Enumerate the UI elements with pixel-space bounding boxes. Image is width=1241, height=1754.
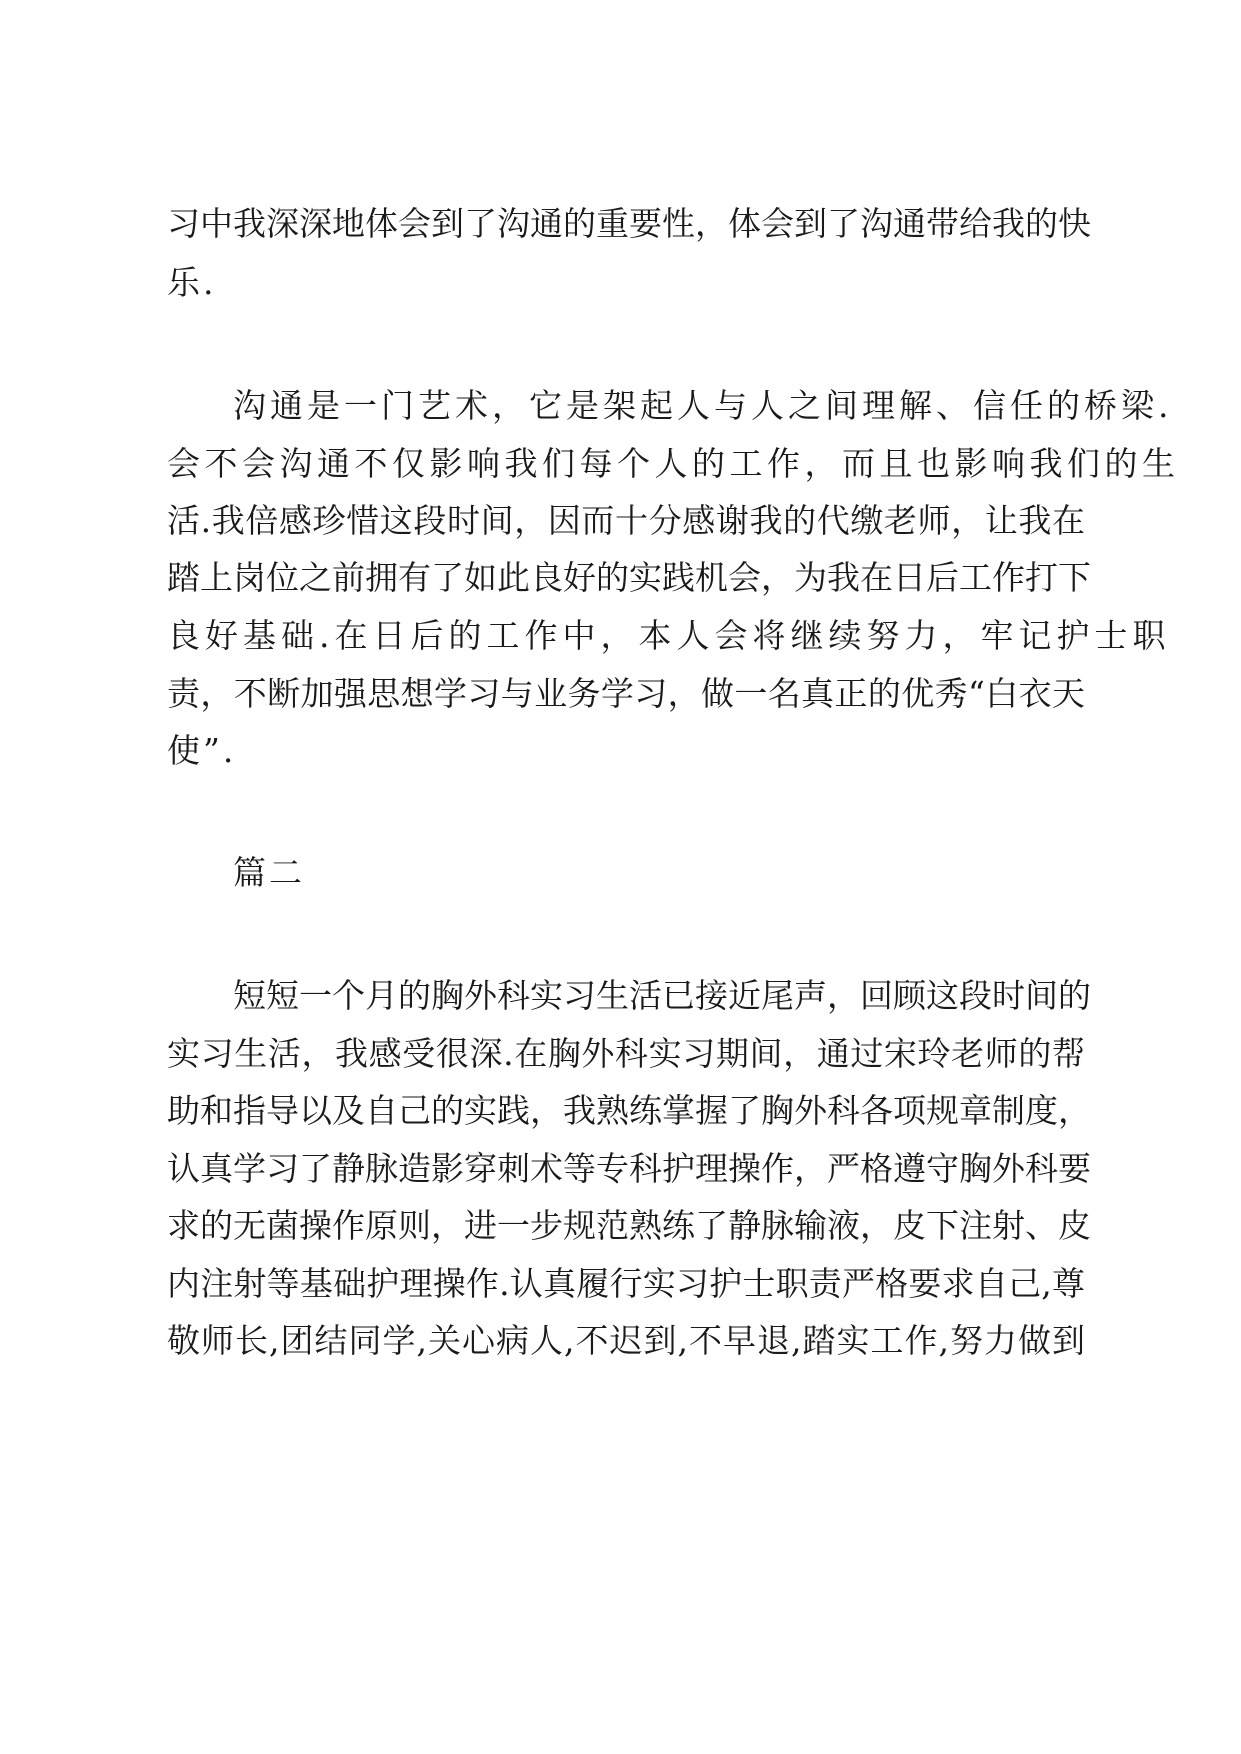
paragraph-line: 短短一个月的胸外科实习生活已接近尾声，回顾这段时间的: [233, 976, 1091, 1015]
paragraph-line: 实习生活，我感受很深.在胸外科实习期间，通过宋玲老师的帮: [167, 1034, 1085, 1073]
paragraph-line: 认真学习了静脉造影穿刺术等专科护理操作，严格遵守胸外科要: [167, 1149, 1091, 1188]
paragraph-line: 习中我深深地体会到了沟通的重要性，体会到了沟通带给我的快: [167, 204, 1091, 243]
paragraph-line: 内注射等基础护理操作.认真履行实习护士职责严格要求自己,尊: [167, 1264, 1085, 1303]
paragraph-line: 踏上岗位之前拥有了如此良好的实践机会，为我在日后工作打下: [167, 558, 1091, 597]
paragraph-line: 助和指导以及自己的实践，我熟练掌握了胸外科各项规章制度，: [167, 1091, 1091, 1130]
paragraph-line: 良好基础.在日后的工作中，本人会将继续努力，牢记护士职: [167, 616, 1171, 655]
paragraph-line: 敬师长,团结同学,关心病人,不迟到,不早退,踏实工作,努力做到: [167, 1321, 1085, 1360]
paragraph-line: 会不会沟通不仅影响我们每个人的工作，而且也影响我们的生: [167, 444, 1180, 483]
paragraph-line: 沟通是一门艺术，它是架起人与人之间理解、信任的桥梁.: [233, 386, 1173, 425]
section-heading: 篇二: [233, 853, 305, 892]
paragraph-line: 求的无菌操作原则，进一步规范熟练了静脉输液，皮下注射、皮: [167, 1206, 1091, 1245]
paragraph-line: 活.我倍感珍惜这段时间，因而十分感谢我的代缴老师，让我在: [167, 501, 1085, 540]
paragraph-line: 乐.: [167, 263, 217, 302]
paragraph-line: 使”.: [167, 731, 237, 770]
paragraph-line: 责，不断加强思想学习与业务学习，做一名真正的优秀“白衣天: [167, 674, 1085, 713]
